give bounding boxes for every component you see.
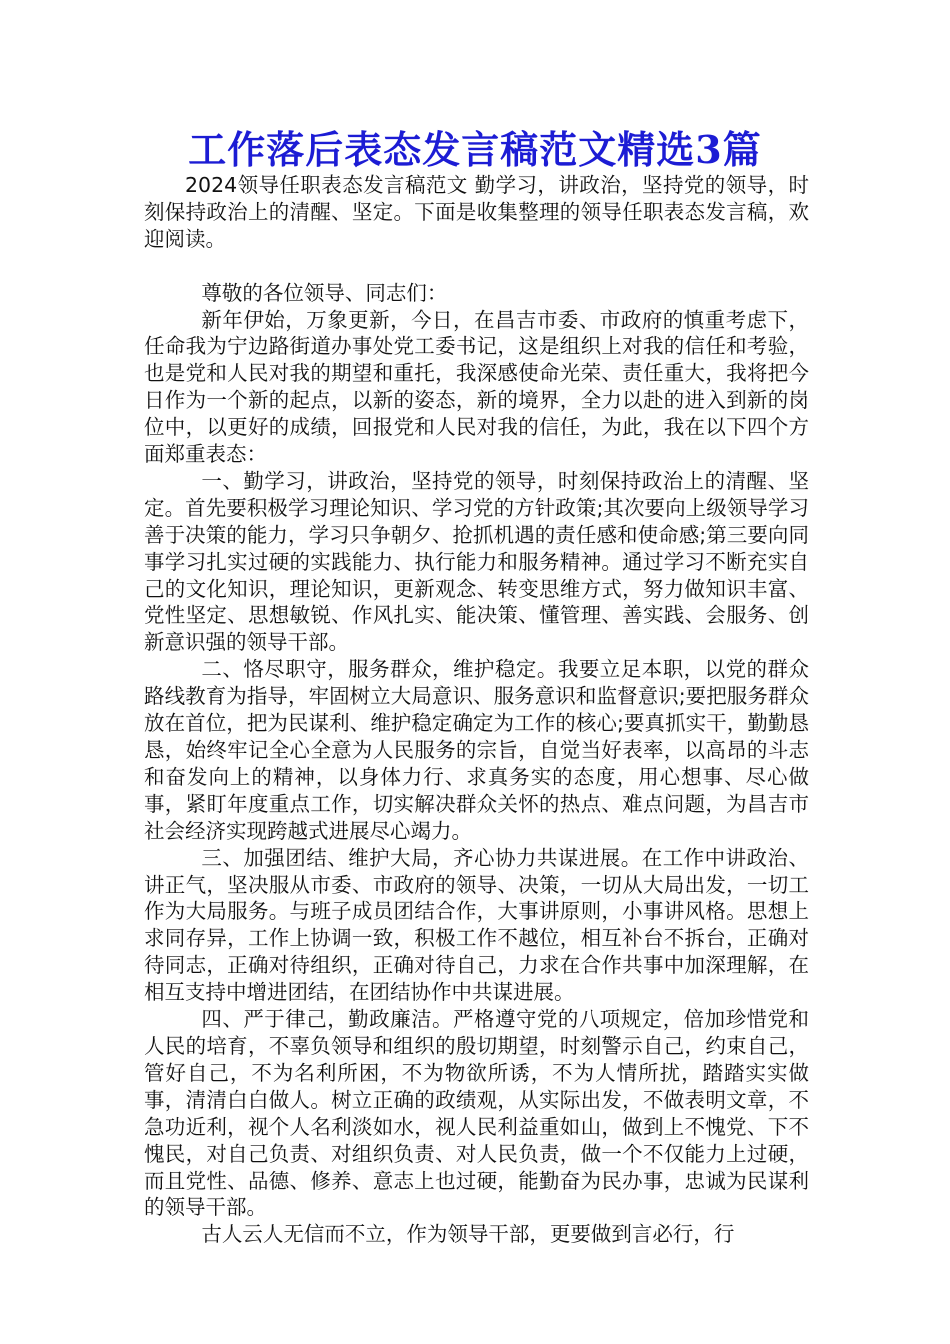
intro-paragraph: 2024领导任职表态发言稿范文 勤学习，讲政治，坚持党的领导，时刻保持政治上的清醒、坚定。下面是收集整理的领导任职表态发言稿，欢迎阅读。 — [144, 173, 809, 251]
closing-paragraph: 古人云人无信而不立，作为领导干部，更要做到言必行，行 — [201, 1222, 735, 1247]
point-two-paragraph: 二、恪尽职守，服务群众，维护稳定。我要立足本职，以党的群众路线教育为指导，牢固树立大局意识、服务意识和监督意识;要把服务群众放在首位，把为民谋利、维护稳定确定为工作的核心;要真抓实干，勤勤恳恳，始终牢记全心全意为人民服务的宗旨，自觉当好表率，以高昂的斗志和奋发向上的精神，以身体力行、求真务实的态度，用心想事、尽心做事，紧盯年度重点工作，切实解决群众关怀的热点、难点问题，为昌吉市社会经济实现跨越式进展尽心竭力。 — [144, 657, 809, 843]
salutation-paragraph: 尊敬的各位领导、同志们： — [201, 280, 448, 305]
point-one-paragraph: 一、勤学习，讲政治，坚持党的领导，时刻保持政治上的清醒、坚定。首先要积极学习理论知识、学习党的方针政策;其次要向上级领导学习善于决策的能力，学习只争朝夕、抢抓机遇的责任感和使命感;第三要向同事学习扎实过硬的实践能力、执行能力和服务精神。通过学习不断充实自己的文化知识，理论知识，更新观念、转变思维方式，努力做知识丰富、党性坚定、思想敏锐、作风扎实、能决策、懂管理、善实践、会服务、创新意识强的领导干部。 — [144, 468, 809, 655]
document-body — [144, 172, 809, 1248]
point-three-paragraph: 三、加强团结、维护大局，齐心协力共谋进展。在工作中讲政治、讲正气，坚决服从市委、市政府的领导、决策，一切从大局出发，一切工作为大局服务。与班子成员团结合作，大事讲原则，小事讲风格。思想上求同存异，工作上协调一致，积极工作不越位，相互补台不拆台，正确对待同志，正确对待组织，正确对待自己，力求在合作共事中加深理解，在相互支持中增进团结，在团结协作中共谋进展。 — [144, 845, 809, 1005]
opening-paragraph: 新年伊始，万象更新，今日，在昌吉市委、市政府的慎重考虑下，任命我为宁边路街道办事处党工委书记，这是组织上对我的信任和考验，也是党和人民对我的期望和重托，我深感使命光荣、责任重大，我将把今日作为一个新的起点，以新的姿态，新的境界，全力以赴的进入到新的岗位中，以更好的成绩，回报党和人民对我的信任，为此，我在以下四个方面郑重表态： — [144, 307, 809, 467]
point-four-paragraph: 四、严于律己，勤政廉洁。严格遵守党的八项规定，倍加珍惜党和人民的培育，不辜负领导和组织的殷切期望，时刻警示自己，约束自己，管好自己，不为名利所困，不为物欲所诱，不为人情所扰，踏踏实实做事，清清白白做人。树立正确的政绩观，从实际出发，不做表明文章，不急功近利，视个人名利淡如水，视人民利益重如山，做到上不愧党、下不愧民，对自己负责、对组织负责、对人民负责，做一个不仅能力上过硬，而且党性、品德、修养、意志上也过硬，能勤奋为民办事，忠诚为民谋利的领导干部。 — [144, 1007, 809, 1220]
document-title: 工作落后表态发言稿范文精选3篇 — [188, 127, 762, 172]
